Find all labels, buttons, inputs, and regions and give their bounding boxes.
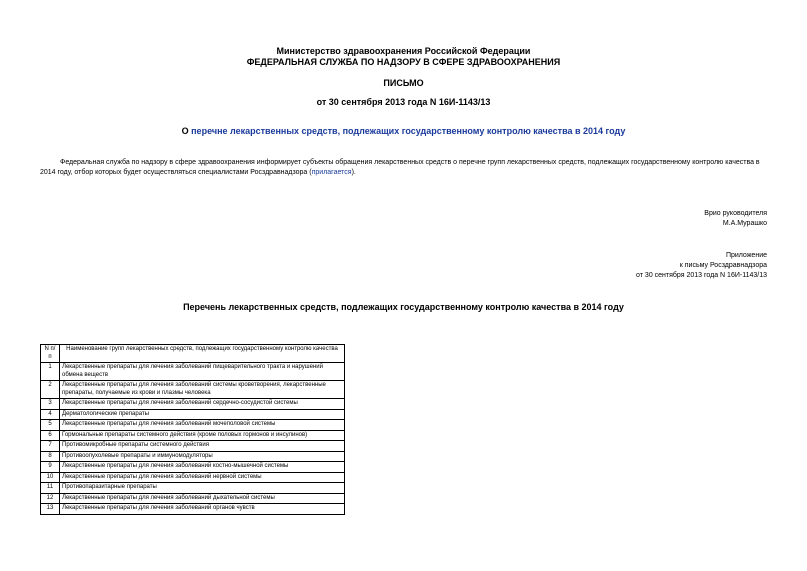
appendix-line-2: к письму Росздравнадзора — [679, 262, 767, 269]
table-row — [41, 409, 345, 420]
subject-link[interactable]: перечне лекарственных средств, подлежащих государственному контролю качества в 2014 году — [191, 126, 626, 136]
row-group-name: Лекарственные препараты для лечения заболеваний мочеполовой системы — [60, 420, 345, 431]
row-number: 12 — [41, 493, 60, 504]
table-row — [41, 441, 345, 452]
row-group-name: Лекарственные препараты для лечения заболеваний пищеварительного тракта и нарушений обмена веществ — [60, 363, 345, 381]
service-name: ФЕДЕРАЛЬНАЯ СЛУЖБА ПО НАДЗОРУ В СФЕРЕ ЗДРАВООХРАНЕНИЯ — [246, 57, 561, 67]
attachment-link[interactable]: прилагается — [311, 169, 352, 176]
table-row — [41, 451, 345, 462]
row-group-name: Противоопухолевые препараты и иммуномодуляторы — [60, 451, 345, 462]
appendix-note — [636, 251, 767, 281]
table-header-row — [41, 345, 345, 363]
row-number: 3 — [41, 399, 60, 410]
drug-groups-table — [40, 344, 345, 515]
table-row — [41, 399, 345, 410]
row-group-name: Лекарственные препараты для лечения заболеваний костно-мышечной системы — [60, 462, 345, 473]
list-title: Перечень лекарственных средств, подлежащих государственному контролю качества в 2014 году — [183, 302, 624, 312]
table-row — [41, 462, 345, 473]
table-row — [41, 381, 345, 399]
row-number: 11 — [41, 483, 60, 494]
table-row — [41, 430, 345, 441]
row-number: 13 — [41, 504, 60, 515]
row-number: 8 — [41, 451, 60, 462]
header-number: N п/п — [41, 345, 60, 363]
row-group-name: Противопаразитарные препараты — [60, 483, 345, 494]
row-group-name: Лекарственные препараты для лечения заболеваний сердечно-сосудистой системы — [60, 399, 345, 410]
row-group-name: Лекарственные препараты для лечения заболеваний дыхательной системы — [60, 493, 345, 504]
row-number: 1 — [41, 363, 60, 381]
row-group-name: Лекарственные препараты для лечения заболеваний нервной системы — [60, 472, 345, 483]
row-number: 2 — [41, 381, 60, 399]
row-group-name: Лекарственные препараты для лечения заболеваний системы кроветворения, лекарственные препараты, получаемые из крови и плазмы человека — [60, 381, 345, 399]
signature-block — [704, 209, 767, 229]
table-row — [41, 363, 345, 381]
row-number: 10 — [41, 472, 60, 483]
table-row — [41, 493, 345, 504]
signature-name: М.А.Мурашко — [722, 220, 767, 227]
ministry-name: Министерство здравоохранения Российской Федерации — [276, 46, 531, 56]
row-number: 7 — [41, 441, 60, 452]
table-body — [41, 363, 345, 515]
row-group-name: Лекарственные препараты для лечения заболеваний органов чувств — [60, 504, 345, 515]
appendix-line-3: от 30 сентября 2013 года N 16И-1143/13 — [636, 272, 767, 279]
row-number: 5 — [41, 420, 60, 431]
body-suffix: ). — [351, 169, 356, 176]
row-group-name: Дерматологические препараты — [60, 409, 345, 420]
document-type: ПИСЬМО — [383, 78, 424, 88]
row-number: 4 — [41, 409, 60, 420]
appendix-line-1: Приложение — [725, 252, 767, 259]
row-group-name: Противомикробные препараты системного действия — [60, 441, 345, 452]
document-date-number: от 30 сентября 2013 года N 16И-1143/13 — [316, 97, 491, 107]
body-paragraph — [40, 158, 768, 178]
row-number: 9 — [41, 462, 60, 473]
body-text: Федеральная служба по надзору в сфере здравоохранения информирует субъекты обращения лекарственных средств о перечне групп лекарственных средств, подлежащих государственному контролю качества в 2014 году, отбор которых будет осуществляться специалистами Росздравнадзора ( — [40, 159, 760, 176]
subject-prefix: О — [181, 126, 192, 136]
row-group-name: Гормональные препараты системного действия (кроме половых гормонов и инсулинов) — [60, 430, 345, 441]
document-subject — [0, 126, 807, 137]
table-row — [41, 472, 345, 483]
signature-position: Врио руководителя — [704, 210, 767, 217]
table-row — [41, 483, 345, 494]
table-row — [41, 420, 345, 431]
table-row — [41, 504, 345, 515]
row-number: 6 — [41, 430, 60, 441]
header-group-name: Наименование групп лекарственных средств, подлежащих государственному контролю качества — [60, 345, 345, 363]
